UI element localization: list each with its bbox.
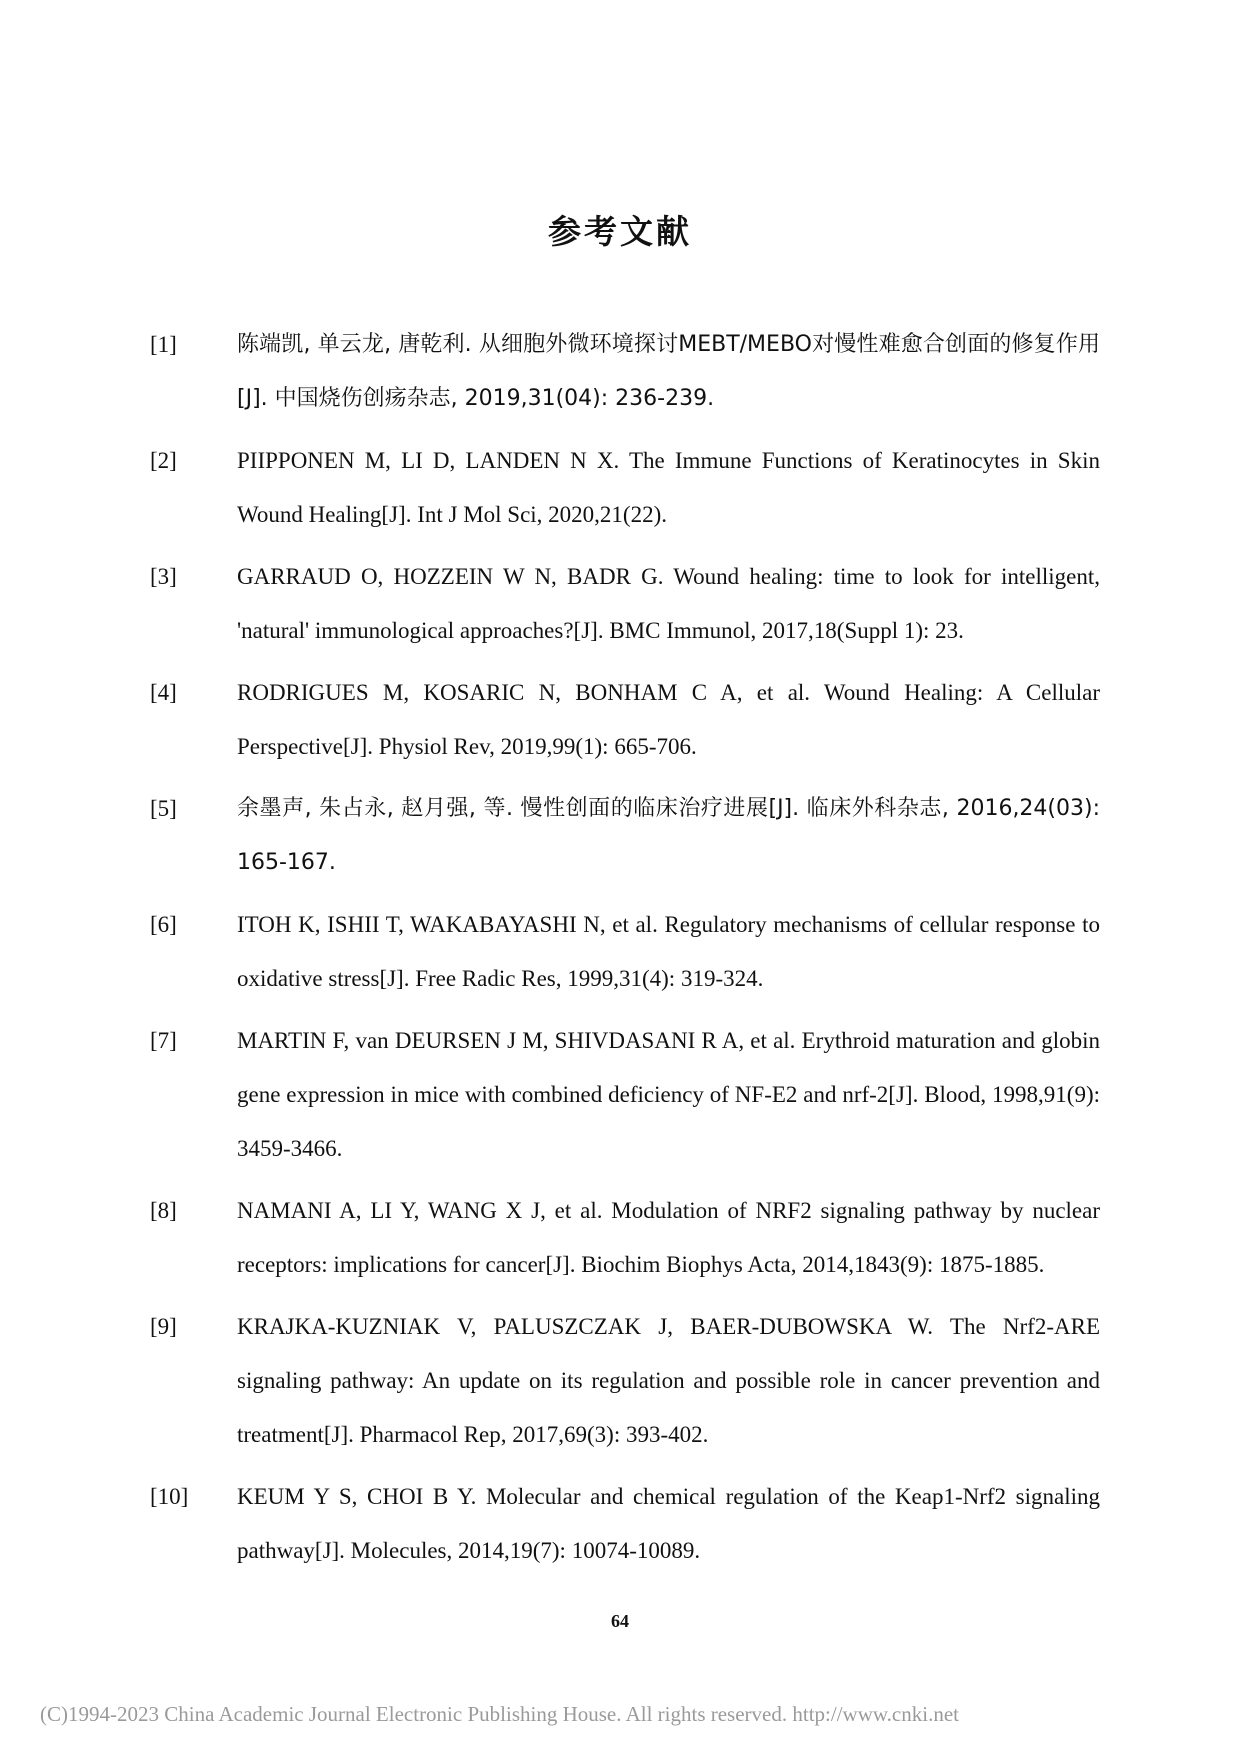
reference-item xyxy=(150,318,1100,426)
copyright-notice: (C)1994-2023 China Academic Journal Electronic Publishing House. All rights reserved. http://www.cnki.net xyxy=(40,1702,959,1726)
reference-text: 陈端凯, 单云龙, 唐乾利. 从细胞外微环境探讨MEBT/MEBO对慢性难愈合创面的修复作用[J]. 中国烧伤创疡杂志, 2019,31(04): 236-239. xyxy=(237,332,1100,411)
reference-number: [8] xyxy=(150,1198,177,1223)
reference-item xyxy=(150,898,1100,1006)
reference-number: [9] xyxy=(150,1314,177,1339)
page-number: 64 xyxy=(611,1611,629,1631)
reference-text: GARRAUD O, HOZZEIN W N, BADR G. Wound healing: time to look for intelligent, 'natural' immunological approaches?[J]. BMC Immunol, 2017,18(Suppl 1): 23. xyxy=(237,564,1100,643)
reference-text: MARTIN F, van DEURSEN J M, SHIVDASANI R A, et al. Erythroid maturation and globin gene expression in mice with combined deficiency of NF-E2 and nrf-2[J]. Blood, 1998,91(9): 3459-3466. xyxy=(237,1028,1100,1161)
reference-item xyxy=(150,1470,1100,1578)
reference-number: [7] xyxy=(150,1028,177,1053)
reference-text: RODRIGUES M, KOSARIC N, BONHAM C A, et al. Wound Healing: A Cellular Perspective[J]. Physiol Rev, 2019,99(1): 665-706. xyxy=(237,680,1100,759)
reference-number: [2] xyxy=(150,448,177,473)
reference-text: 余墨声, 朱占永, 赵月强, 等. 慢性创面的临床治疗进展[J]. 临床外科杂志, 2016,24(03): 165-167. xyxy=(237,796,1100,875)
reference-item xyxy=(150,550,1100,658)
reference-text: KRAJKA-KUZNIAK V, PALUSZCZAK J, BAER-DUBOWSKA W. The Nrf2-ARE signaling pathway: An update on its regulation and possible role in cancer prevention and treatment[J]. Pharmacol Rep, 2017,69(3): 393-402. xyxy=(237,1314,1100,1447)
reference-item xyxy=(150,434,1100,542)
reference-item xyxy=(150,1300,1100,1462)
reference-number: [1] xyxy=(150,332,177,357)
reference-text: PIIPPONEN M, LI D, LANDEN N X. The Immune Functions of Keratinocytes in Skin Wound Healing[J]. Int J Mol Sci, 2020,21(22). xyxy=(237,448,1100,527)
reference-number: [10] xyxy=(150,1484,189,1509)
reference-list xyxy=(150,318,1100,1586)
reference-text: NAMANI A, LI Y, WANG X J, et al. Modulation of NRF2 signaling pathway by nuclear receptors: implications for cancer[J]. Biochim Biophys Acta, 2014,1843(9): 1875-1885. xyxy=(237,1198,1100,1277)
reference-item xyxy=(150,1014,1100,1176)
reference-number: [6] xyxy=(150,912,177,937)
reference-item xyxy=(150,1184,1100,1292)
reference-text: ITOH K, ISHII T, WAKABAYASHI N, et al. Regulatory mechanisms of cellular response to oxidative stress[J]. Free Radic Res, 1999,31(4): 319-324. xyxy=(237,912,1100,991)
reference-text: KEUM Y S, CHOI B Y. Molecular and chemical regulation of the Keap1-Nrf2 signaling pathway[J]. Molecules, 2014,19(7): 10074-10089. xyxy=(237,1484,1100,1563)
page-title: 参考文献 xyxy=(548,212,692,251)
reference-number: [5] xyxy=(150,796,177,821)
reference-item xyxy=(150,782,1100,890)
reference-number: [4] xyxy=(150,680,177,705)
reference-number: [3] xyxy=(150,564,177,589)
reference-item xyxy=(150,666,1100,774)
